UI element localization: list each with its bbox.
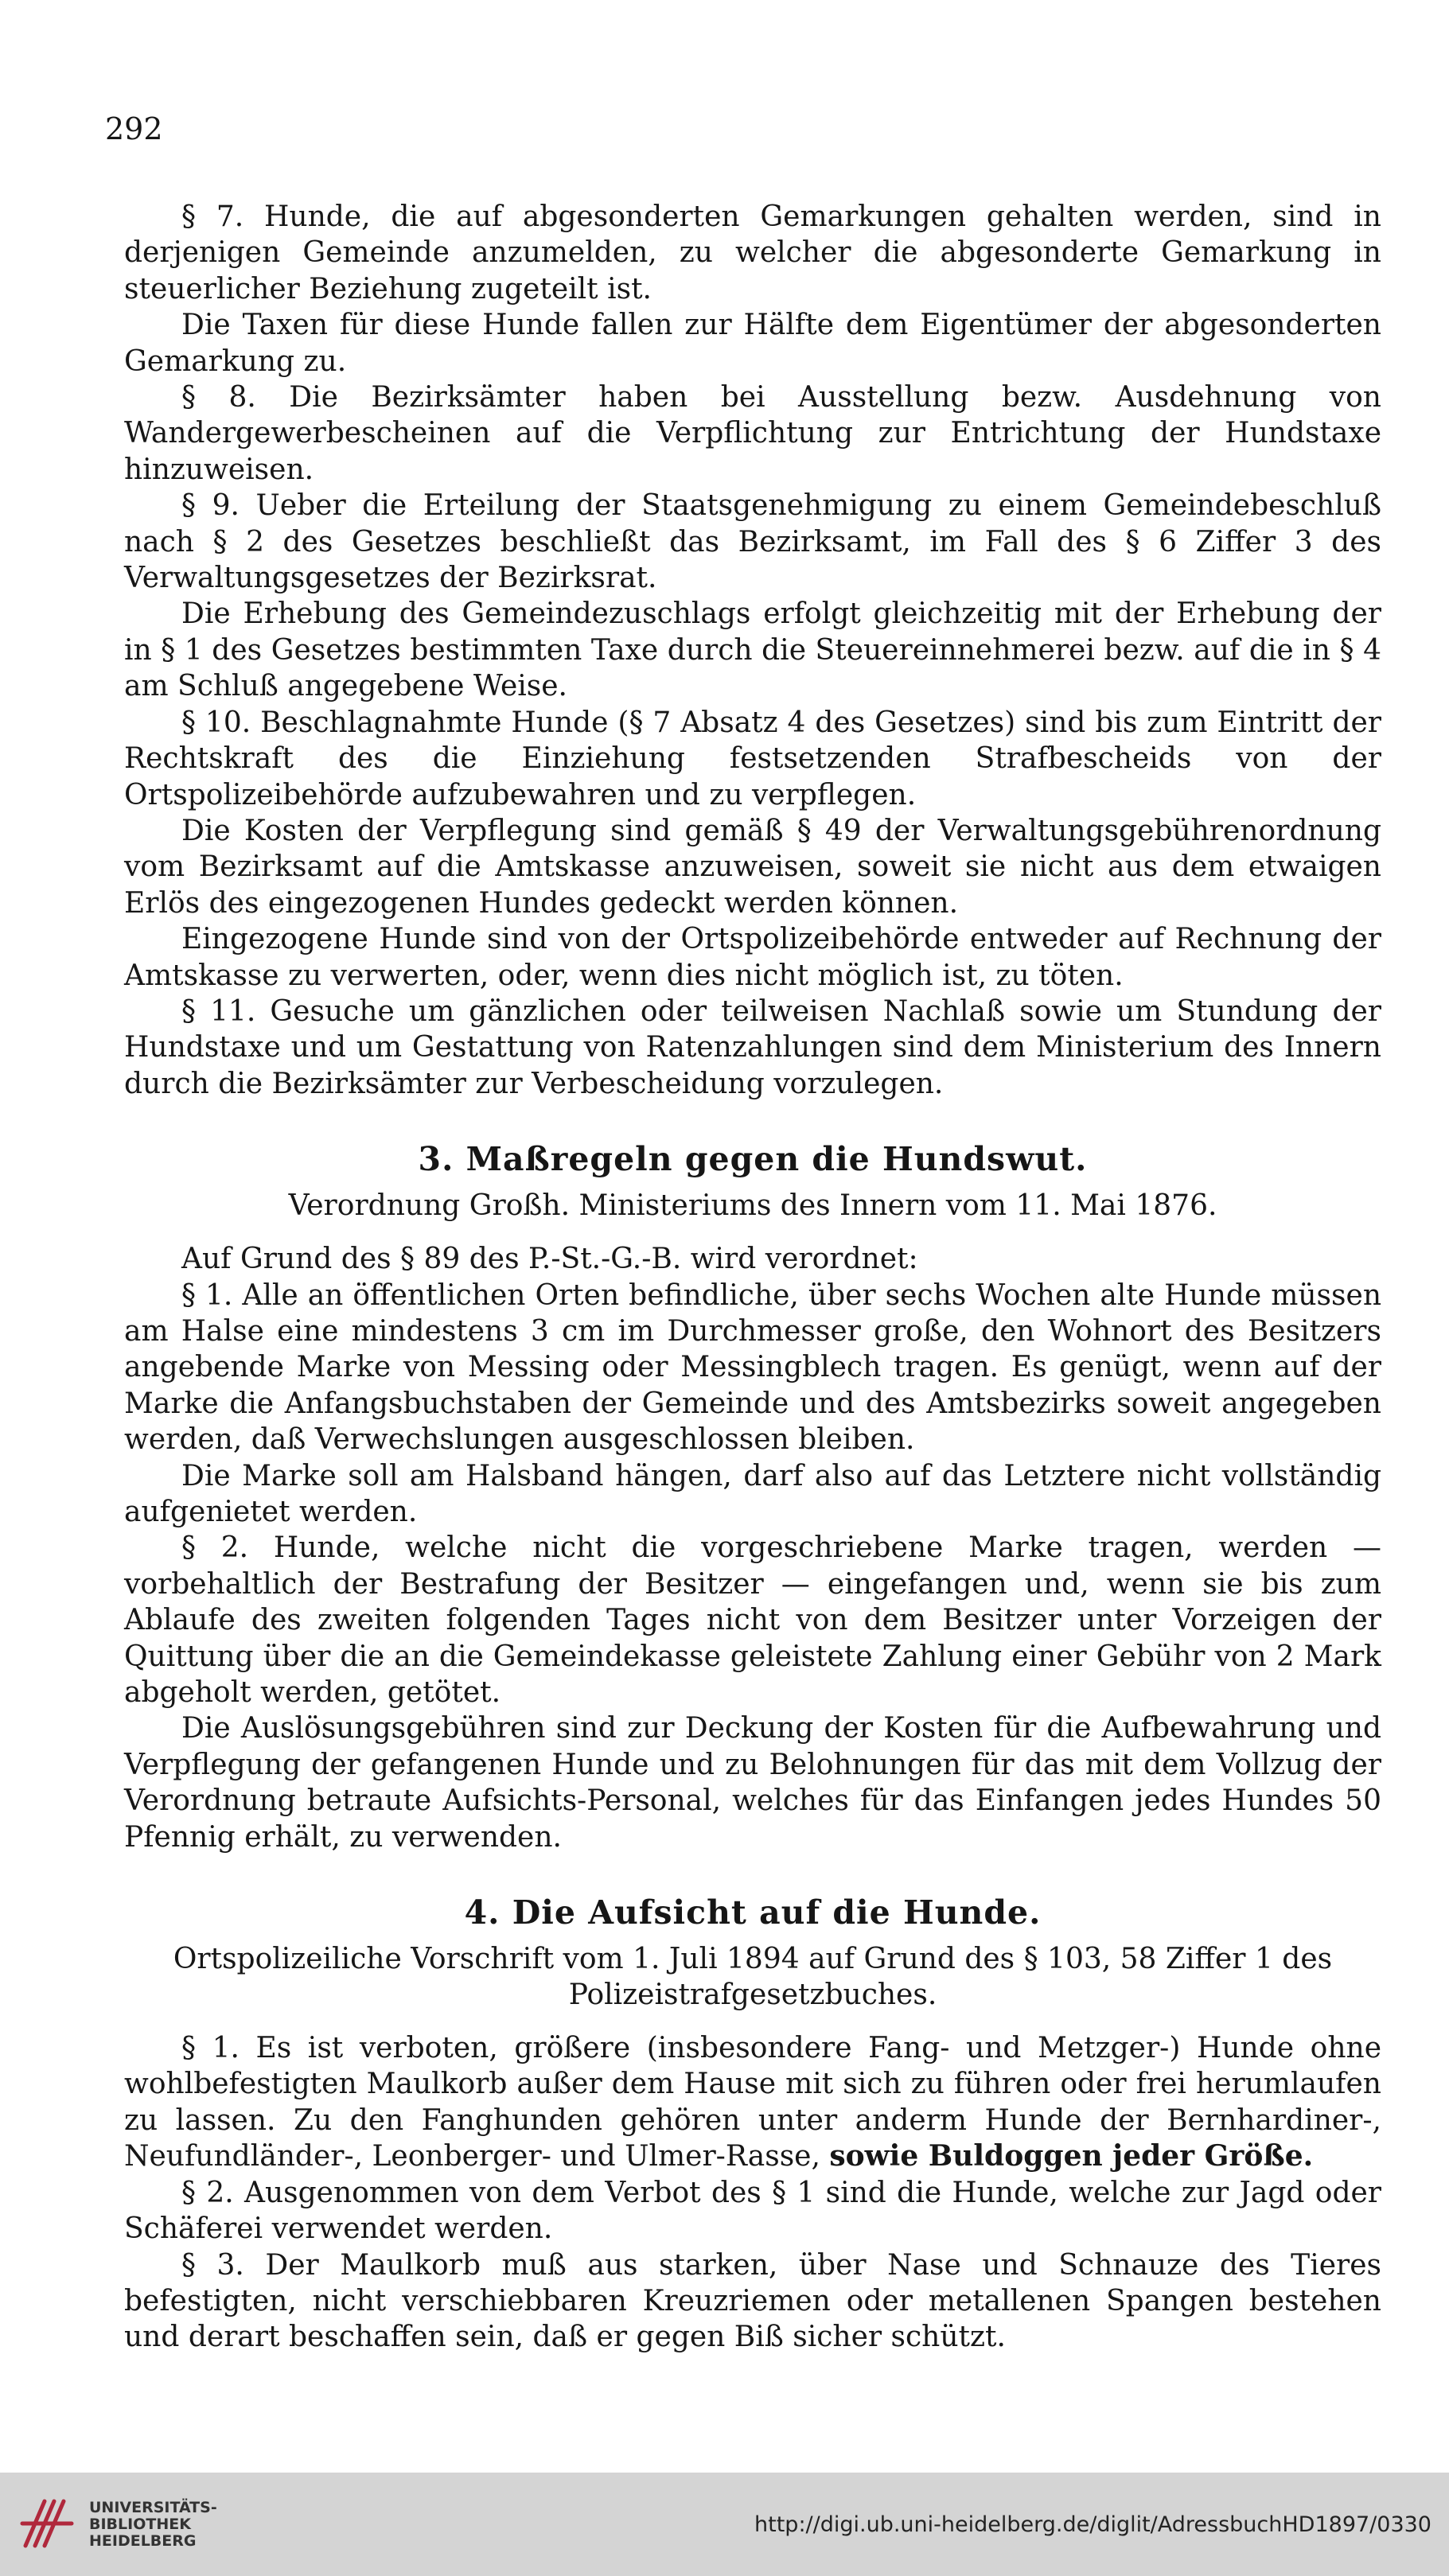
- paragraph-11: § 11. Gesuche um gänzlichen oder teilweisen Nachlaß sowie um Stundung der Hundstaxe und um Gestattung von Ratenzahlungen sind dem Ministerium des Innern durch die Bezirksämter zur Verbescheidung vorzulegen.: [124, 994, 1381, 1100]
- section-3-paragraph-2-gebuehren: Die Auslösungsgebühren sind zur Deckung der Kosten für die Aufbewahrung und Verpflegung der gefangenen Hunde und zu Belohnungen für das mit dem Vollzug der Verordnung betraute Aufsichts-Personal, welches für das Einfangen jedes Hundes 50 Pfennig erhält, zu verwenden.: [124, 1712, 1381, 1854]
- footer-bar: [0, 2473, 1449, 2576]
- page-number: 292: [105, 111, 163, 146]
- paragraph-7-taxen: Die Taxen für diese Hunde fallen zur Hälfte dem Eigentümer der abgesonderten Gemarkung zu.: [124, 309, 1381, 378]
- section-4-paragraph-1: [124, 2030, 1381, 2175]
- section-3-subheading: Verordnung Großh. Ministeriums des Innern vom 11. Mai 1876.: [288, 1189, 1217, 1223]
- library-name-line-1: UNIVERSITÄTS-: [89, 2499, 217, 2516]
- section-3-intro: Auf Grund des § 89 des P.-St.-G.-B. wird verordnet:: [181, 1243, 918, 1276]
- source-url[interactable]: http://digi.ub.uni-heidelberg.de/diglit/AdressbuchHD1897/0330: [754, 2512, 1431, 2537]
- library-name-line-2: BIBLIOTHEK: [89, 2516, 191, 2533]
- section-4-paragraph-2: § 2. Ausgenommen von dem Verbot des § 1 sind die Hunde, welche zur Jagd oder Schäferei verwendet werden.: [124, 2176, 1381, 2246]
- section-3-paragraph-2: § 2. Hunde, welche nicht die vorgeschriebene Marke tragen, werden — vorbehaltlich der Bestrafung der Besitzer — eingefangen und, wenn sie bis zum Ablaufe des zweiten folgenden Tages nicht von dem Besitzer unter Vorzeigen der Quittung über die an die Gemeindekasse geleistete Zahlung einer Gebühr von 2 Mark abgeholt werden, getötet.: [124, 1531, 1381, 1710]
- section-3-paragraph-1: § 1. Alle an öffentlichen Orten befindliche, über sechs Wochen alte Hunde müssen am Halse eine mindestens 3 cm im Durchmesser große, den Wohnort des Besitzers angebende Marke von Messing oder Messingblech tragen. Es genügt, wenn auf der Marke die Anfangsbuchstaben der Gemeinde und des Amtsbezirks soweit angegeben werden, daß Verwechslungen ausgeschlossen bleiben.: [124, 1278, 1381, 1457]
- section-4-paragraph-1-bold: sowie Buldoggen jeder Größe.: [829, 2139, 1314, 2173]
- section-3-paragraph-1-marke: Die Marke soll am Halsband hängen, darf also auf das Letztere nicht vollständig aufgenietet werden.: [124, 1459, 1381, 1528]
- section-4-heading: 4. Die Aufsicht auf die Hunde.: [464, 1893, 1042, 1932]
- paragraph-9: § 9. Ueber die Erteilung der Staatsgenehmigung zu einem Gemeindebeschluß nach § 2 des Gesetzes beschließt das Bezirksamt, im Fall des § 6 Ziffer 3 des Verwaltungsgesetzes der Bezirksrat.: [124, 489, 1381, 595]
- paragraph-10: § 10. Beschlagnahmte Hunde (§ 7 Absatz 4 des Gesetzes) sind bis zum Eintritt der Rechtskraft des die Einziehung festsetzenden Strafbescheids von der Ortspolizeibehörde aufzubewahren und zu verpflegen.: [124, 706, 1381, 811]
- paragraph-8: § 8. Die Bezirksämter haben bei Ausstellung bezw. Ausdehnung von Wandergewerbescheinen auf die Verpflichtung zur Entrichtung der Hundstaxe hinzuweisen.: [124, 381, 1381, 486]
- library-name-line-3: HEIDELBERG: [89, 2532, 197, 2550]
- paragraph-10-eingezogene: Eingezogene Hunde sind von der Ortspolizeibehörde entweder auf Rechnung der Amtskasse zu verwerten, oder, wenn dies nicht möglich ist, zu töten.: [124, 923, 1381, 992]
- paragraph-10-kosten: Die Kosten der Verpflegung sind gemäß § 49 der Verwaltungsgebührenordnung vom Bezirksamt auf die Amtskasse anzuweisen, soweit sie nicht aus dem etwaigen Erlös des eingezogenen Hundes gedeckt werden können.: [124, 814, 1381, 920]
- section-4-subheading: Ortspolizeiliche Vorschrift vom 1. Juli 1894 auf Grund des § 103, 58 Ziffer 1 des Polizeistrafgesetzbuches.: [173, 1943, 1333, 2012]
- library-name: [89, 2500, 217, 2550]
- section-3-heading: 3. Maßregeln gegen die Hundswut.: [418, 1140, 1088, 1179]
- section-4-paragraph-3: § 3. Der Maulkorb muß aus starken, über Nase und Schnauze des Tieres befestigten, nicht verschiebbaren Kreuzriemen oder metallenen Spangen bestehen und derart beschaffen sein, daß er gegen Biß sicher schützt.: [124, 2248, 1381, 2354]
- university-library-logo: [16, 2492, 80, 2555]
- document-body: [124, 199, 1381, 2356]
- paragraph-9-erhebung: Die Erhebung des Gemeindezuschlags erfolgt gleichzeitig mit der Erhebung der in § 1 des Gesetzes bestimmten Taxe durch die Steuereinnehmerei bezw. auf die in § 4 am Schluß angegebene Weise.: [124, 597, 1381, 703]
- paragraph-7: § 7. Hunde, die auf abgesonderten Gemarkungen gehalten werden, sind in derjenigen Gemeinde anzumelden, zu welcher die abgesonderte Gemarkung in steuerlicher Beziehung zugeteilt ist.: [124, 200, 1381, 305]
- section-4-paragraph-1-text: § 1. Es ist verboten, größere (insbesondere Fang- und Metzger-) Hunde ohne wohlbefestigten Maulkorb außer dem Hause mit sich zu führen oder frei herumlaufen zu lassen. Zu den Fanghunden gehören unter anderm Hunde der Bernhardiner-, Neufundländer-, Leonberger- und Ulmer-Rasse,: [124, 2032, 1381, 2173]
